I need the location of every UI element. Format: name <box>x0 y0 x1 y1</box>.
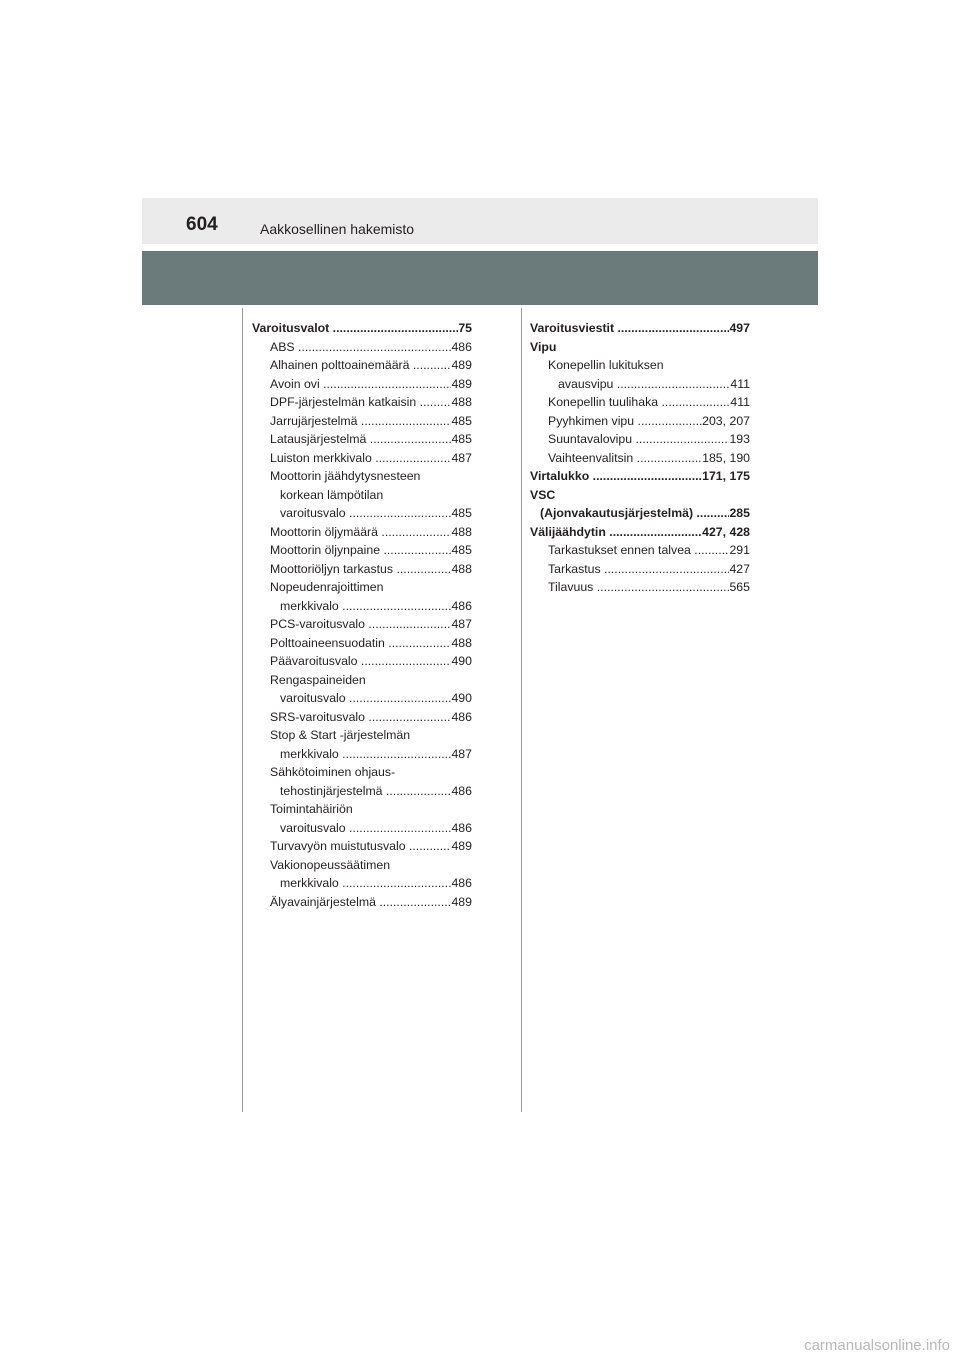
index-term: merkkivalo ..... <box>280 745 451 764</box>
index-term-line: Toimintahäiriön <box>270 802 353 816</box>
index-term: Moottoriöljyn tarkastus ..... <box>270 560 451 579</box>
index-term-line: Vakionopeussäätimen <box>270 857 391 872</box>
index-page-ref: 486 <box>451 876 472 890</box>
index-page-ref: 489 <box>451 839 472 853</box>
index-page-ref: 489 <box>451 376 472 391</box>
page-number: 604 <box>186 214 218 235</box>
index-page-ref: 285 <box>729 506 750 520</box>
index-term: avausvipu ..... <box>558 375 730 394</box>
index-page-ref: 291 <box>729 543 750 557</box>
index-term: DPF-järjestelmän katkaisin ..... <box>270 393 451 412</box>
index-term: Alhainen polttoainemäärä ..... <box>270 356 451 375</box>
index-term: Avoin ovi ..... <box>270 375 451 394</box>
index-term: Varoitusvalot ..... <box>252 319 458 338</box>
index-entry <box>252 745 472 764</box>
index-term: varoitusvalo ..... <box>280 504 451 523</box>
chapter-band <box>142 251 818 305</box>
index-entry <box>252 597 472 616</box>
index-term: (Ajonvakautusjärjestelmä) ..... <box>540 504 729 523</box>
index-page-ref: 427, 428 <box>702 524 750 539</box>
index-page-ref: 490 <box>451 691 472 705</box>
index-page-ref: 411 <box>730 376 750 391</box>
index-entry <box>252 893 472 912</box>
index-page-ref: 488 <box>451 635 472 650</box>
index-term-line: Konepellin lukituksen <box>548 358 664 372</box>
index-term: Vaihteenvalitsin ..... <box>548 449 702 468</box>
index-page-ref: 185, 190 <box>702 450 750 465</box>
index-entry <box>530 578 750 597</box>
index-term-line: Sähkötoiminen ohjaus- <box>270 765 396 779</box>
index-entry <box>252 652 472 671</box>
index-entry <box>252 412 472 431</box>
index-page-ref: 75 <box>458 321 472 335</box>
index-entry <box>252 541 472 560</box>
index-term: varoitusvalo ..... <box>280 819 451 838</box>
index-entry <box>530 504 750 523</box>
index-page-ref: 488 <box>451 395 472 409</box>
index-term: SRS-varoitusvalo ..... <box>270 708 451 727</box>
index-entry <box>252 393 472 412</box>
index-term: merkkivalo ..... <box>280 874 451 893</box>
index-entry <box>252 319 472 338</box>
index-column-right <box>530 319 750 597</box>
index-term: Moottorin öljymäärä ..... <box>270 523 451 542</box>
index-term: Latausjärjestelmä ..... <box>270 430 451 449</box>
index-entry <box>252 449 472 468</box>
right-column-rule <box>521 308 522 1112</box>
index-entry <box>252 708 472 727</box>
index-page-ref: 489 <box>451 358 472 372</box>
index-entry <box>252 338 472 357</box>
index-term: Virtalukko ..... <box>530 467 702 486</box>
index-term: Tilavuus ..... <box>548 578 729 597</box>
index-entry <box>252 634 472 653</box>
index-entry <box>530 412 750 431</box>
index-entry <box>530 430 750 449</box>
index-entry <box>530 523 750 542</box>
index-term: Välijäähdytin ..... <box>530 523 702 542</box>
index-term: Tarkastus ..... <box>548 560 729 579</box>
index-term: Varoitusviestit ..... <box>530 319 729 338</box>
index-page-ref: 486 <box>451 339 472 354</box>
index-page-ref: 488 <box>451 561 472 576</box>
index-page-ref: 486 <box>451 598 472 613</box>
index-page-ref: 490 <box>451 654 472 668</box>
index-term-line: korkean lämpötilan <box>280 487 384 502</box>
index-entry <box>252 430 472 449</box>
index-term: Luiston merkkivalo ..... <box>270 449 451 468</box>
left-column-rule <box>242 308 243 1112</box>
index-entry <box>530 541 750 560</box>
watermark: carmanualsonline.info <box>804 1337 950 1354</box>
index-column-left <box>252 319 472 911</box>
index-entry <box>530 560 750 579</box>
index-page-ref: 193 <box>729 432 750 446</box>
index-page-ref: 486 <box>451 709 472 724</box>
index-entry <box>530 467 750 486</box>
index-page-ref: 485 <box>451 506 472 520</box>
index-term: merkkivalo ..... <box>280 597 451 616</box>
index-term-line: Stop & Start -järjestelmän <box>270 728 411 742</box>
index-page-ref: 565 <box>729 580 750 594</box>
index-page-ref: 411 <box>730 395 750 409</box>
section-title: Aakkosellinen hakemisto <box>260 221 415 237</box>
index-page-ref: 485 <box>451 543 472 557</box>
index-term-line: VSC <box>530 487 556 502</box>
index-term: Tarkastukset ennen talvea ..... <box>548 541 729 560</box>
index-term: tehostinjärjestelmä ..... <box>280 782 451 801</box>
index-entry <box>252 560 472 579</box>
index-term-line: Nopeudenrajoittimen <box>270 580 384 594</box>
index-term: Turvavyön muistutusvalo ..... <box>270 837 451 856</box>
index-entry <box>252 874 472 893</box>
index-page-ref: 487 <box>451 746 472 761</box>
index-entry <box>252 615 472 634</box>
index-term-line: Vipu <box>530 339 557 354</box>
header-bar <box>142 198 818 244</box>
index-term: Päävaroitusvalo ..... <box>270 652 451 671</box>
index-page-ref: 171, 175 <box>702 469 750 483</box>
index-page-ref: 485 <box>451 413 472 428</box>
index-page-ref: 487 <box>451 617 472 631</box>
index-term: Jarrujärjestelmä ..... <box>270 412 451 431</box>
index-entry <box>252 504 472 523</box>
index-page-ref: 427 <box>729 561 750 576</box>
index-entry <box>252 782 472 801</box>
index-entry <box>530 449 750 468</box>
index-page-ref: 486 <box>451 783 472 798</box>
index-entry <box>252 356 472 375</box>
index-page-ref: 489 <box>451 894 472 909</box>
index-term: ABS ..... <box>270 338 451 357</box>
index-entry <box>530 375 750 394</box>
index-term: Älyavainjärjestelmä ..... <box>270 893 451 912</box>
index-page-ref: 487 <box>451 450 472 465</box>
index-term: Polttoaineensuodatin ..... <box>270 634 451 653</box>
index-term: varoitusvalo ..... <box>280 689 451 708</box>
index-entry <box>252 837 472 856</box>
index-entry <box>252 375 472 394</box>
index-page-ref: 203, 207 <box>702 413 750 428</box>
index-term: PCS-varoitusvalo ..... <box>270 615 451 634</box>
index-term: Moottorin öljynpaine ..... <box>270 541 451 560</box>
index-term: Konepellin tuulihaka ..... <box>548 393 730 412</box>
index-page-ref: 488 <box>451 524 472 539</box>
index-term-line: Rengaspaineiden <box>270 672 366 687</box>
index-page-ref: 485 <box>451 432 472 446</box>
index-entry <box>530 319 750 338</box>
index-entry <box>252 523 472 542</box>
index-entry <box>530 393 750 412</box>
index-term-line: Moottorin jäähdytysnesteen <box>270 469 421 483</box>
index-entry <box>252 819 472 838</box>
index-term: Pyyhkimen vipu ..... <box>548 412 702 431</box>
index-entry <box>252 689 472 708</box>
index-page-ref: 486 <box>451 820 472 835</box>
index-term: Suuntavalovipu ..... <box>548 430 729 449</box>
index-page-ref: 497 <box>729 321 750 335</box>
